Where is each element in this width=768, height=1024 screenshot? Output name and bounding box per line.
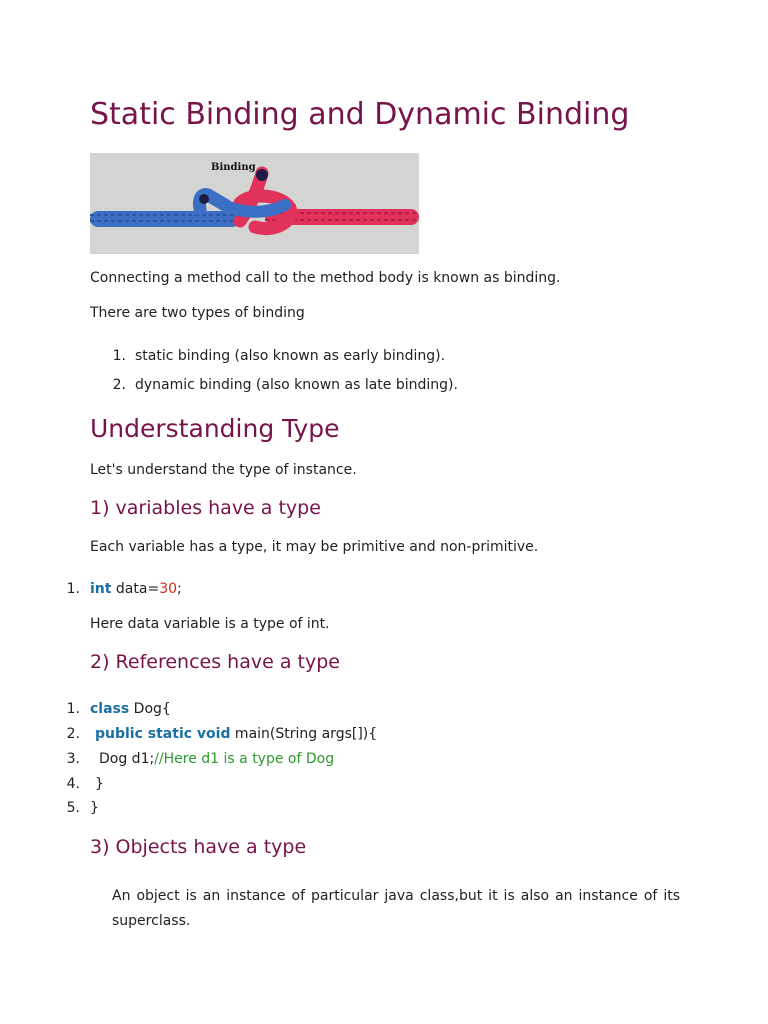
code-line: [0, 726, 768, 746]
code-text: ;: [177, 581, 182, 597]
section-heading-understanding-type: Understanding Type: [90, 414, 340, 443]
code-text: Dog d1;: [99, 751, 155, 767]
subheading-objects: 3) Objects have a type: [90, 836, 307, 858]
objects-paragraph: An object is an instance of particular java class,but it is also an instance of its superclass.: [112, 888, 680, 929]
code-line-number: 3.: [66, 751, 80, 767]
code-line: [0, 581, 768, 601]
list-item-text: dynamic binding (also known as late binding).: [135, 377, 458, 393]
subheading-variables: 1) variables have a type: [90, 497, 321, 519]
code-line-number: 4.: [66, 776, 80, 792]
code-line-number: 1.: [66, 701, 80, 717]
variables-paragraph: Each variable has a type, it may be primitive and non-primitive.: [90, 539, 539, 555]
code-keyword: int: [90, 581, 112, 597]
code-comment: //Here d1 is a type of Dog: [154, 751, 335, 767]
list-number: 2.: [112, 377, 126, 393]
code-text: }: [90, 800, 99, 816]
code-text: Dog{: [129, 701, 171, 717]
code-line: [0, 800, 768, 820]
section-paragraph: Let's understand the type of instance.: [90, 462, 357, 478]
intro-paragraph-1: Connecting a method call to the method body is known as binding.: [90, 270, 561, 286]
code-line: [0, 751, 768, 771]
code-number-literal: 30: [159, 581, 178, 597]
code-keyword: public static void: [95, 726, 231, 742]
list-item-text: static binding (also known as early binding).: [135, 348, 446, 364]
code-line: [0, 776, 768, 796]
rope-knot-illustration: [90, 153, 419, 254]
variables-paragraph-2: Here data variable is a type of int.: [90, 616, 330, 632]
code-text: main(String args[]){: [230, 726, 378, 742]
code-text: }: [95, 776, 104, 792]
page-title: Static Binding and Dynamic Binding: [90, 97, 630, 132]
code-text: data=: [111, 581, 160, 597]
binding-knot-image: [90, 153, 419, 254]
list-number: 1.: [112, 348, 126, 364]
code-line-number: 2.: [66, 726, 80, 742]
subheading-references: 2) References have a type: [90, 651, 340, 673]
code-keyword: class: [90, 701, 130, 717]
code-line-number: 1.: [66, 581, 80, 597]
intro-paragraph-2: There are two types of binding: [90, 305, 305, 321]
figure-caption: Binding: [211, 162, 256, 173]
code-line-number: 5.: [66, 800, 80, 816]
code-line: [0, 701, 768, 721]
